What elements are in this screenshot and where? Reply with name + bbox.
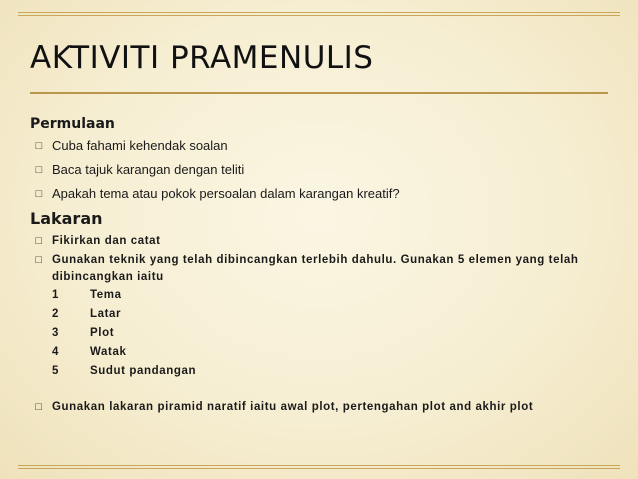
section-heading-permulaan: Permulaan (30, 116, 115, 132)
element-row-5: 5 Sudut pandangan (52, 365, 197, 377)
square-bullet-icon: □ (35, 164, 43, 176)
list-item-text: Gunakan lakaran piramid naratif iaitu awal plot, pertengahan plot and akhir plot (52, 401, 534, 413)
element-row-3: 3 Plot (52, 327, 115, 339)
square-bullet-icon: □ (35, 254, 43, 266)
list-item (30, 134, 620, 158)
section-heading-lakaran: Lakaran (30, 209, 103, 228)
list-item (30, 158, 620, 182)
list-item-text: Baca tajuk karangan dengan teliti (52, 162, 245, 177)
slide-title: AKTIVITI PRAMENULIS (30, 40, 374, 76)
slide-content (30, 114, 620, 416)
bottom-border (18, 465, 620, 469)
element-row-1: 1 Tema (52, 289, 122, 301)
square-bullet-icon: □ (35, 235, 43, 247)
list-item-text: Gunakan teknik yang telah dibincangkan terlebih dahulu. Gunakan 5 elemen yang telah dibincangkan iaitu (52, 254, 579, 283)
list-item-text: Apakah tema atau pokok persoalan dalam karangan kreatif? (52, 186, 400, 201)
square-bullet-icon: □ (35, 188, 43, 200)
top-border (18, 12, 620, 16)
list-item (30, 182, 620, 206)
element-row-2: 2 Latar (52, 308, 122, 320)
list-item-text: Fikirkan dan catat (52, 235, 161, 247)
element-row-4: 4 Watak (52, 346, 127, 358)
square-bullet-icon: □ (35, 401, 43, 413)
list-item (30, 233, 620, 250)
list-item-text: Cuba fahami kehendak soalan (52, 138, 228, 153)
title-divider (30, 92, 608, 94)
square-bullet-icon: □ (35, 140, 43, 152)
list-item (30, 399, 620, 416)
list-item (30, 252, 612, 286)
